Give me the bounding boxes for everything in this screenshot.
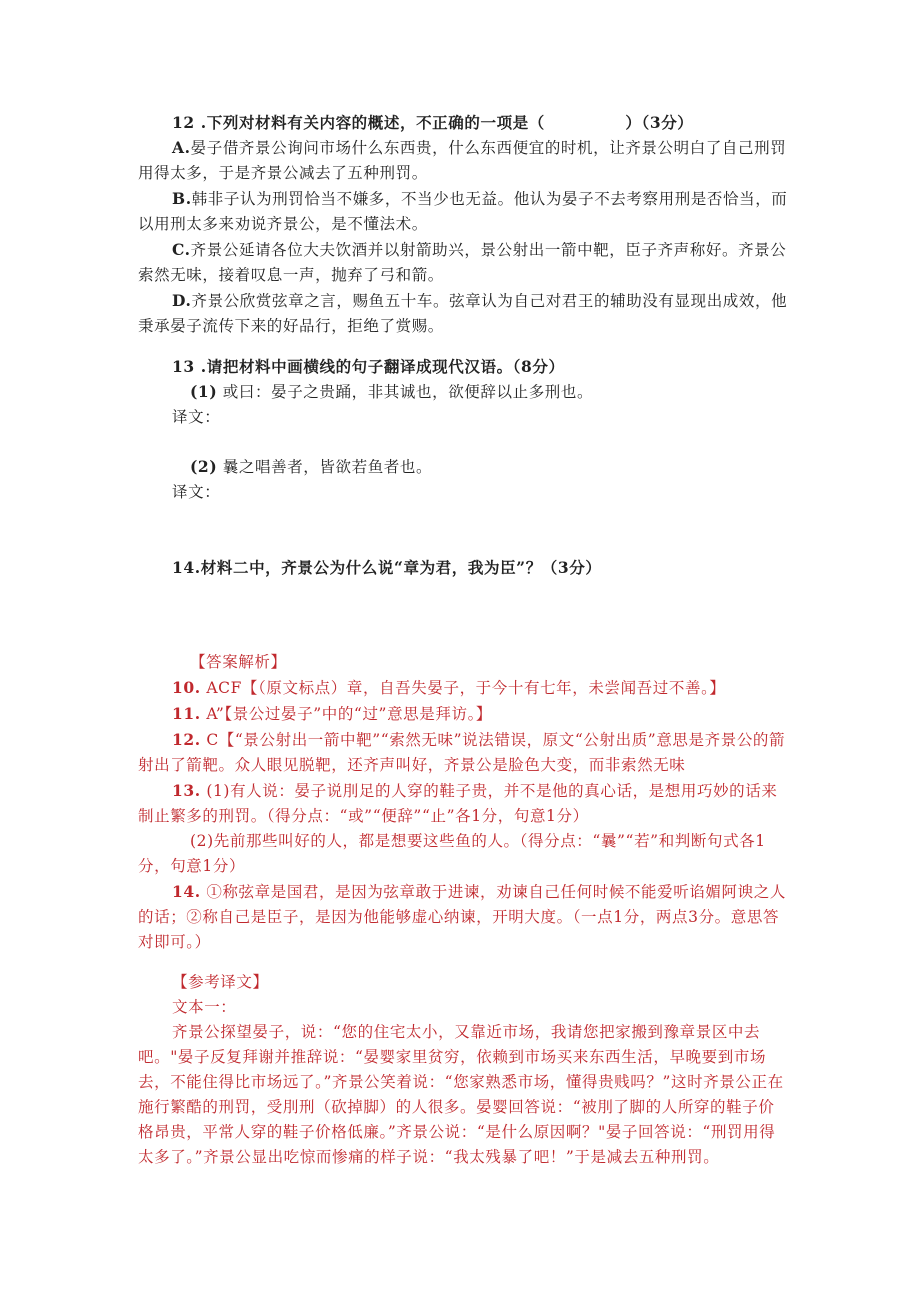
translation-label-1: 译文： xyxy=(172,408,221,426)
translation-subheader: 文本一： xyxy=(172,998,237,1016)
answer-14-text: ①称弦章是国君，是因为弦章敢于进谏，劝谏自己任何时候不能爱听谄媚阿谀之人的话；②称自己是臣子，是因为他能够虚心纳谏，开明大度。（一点1分，两点3分。意思答对即可。） xyxy=(138,883,786,951)
question-14 xyxy=(138,555,788,580)
option-b xyxy=(138,186,788,237)
answer-13-2: (2)先前那些叫好的人，都是想要这些鱼的人。（得分点：“曩”“若”和判断句式各1分，句意1分） xyxy=(138,832,766,875)
answer-13-num: 13. xyxy=(172,781,201,800)
answer-11-num: 11. xyxy=(172,704,201,723)
answer-13-1 xyxy=(138,778,788,829)
answer-12-num: 12. xyxy=(172,730,201,749)
item-1-text: 或曰：晏子之贵踊，非其诚也，欲便辞以止多刑也。 xyxy=(222,383,594,401)
option-b-key: B. xyxy=(172,189,192,208)
option-d xyxy=(138,288,788,339)
question-13 xyxy=(138,354,788,430)
answer-header: 【答案解析】 xyxy=(190,653,287,671)
translation-header: 【参考译文】 xyxy=(172,973,269,991)
answer-10-text: ACF【（原文标点）章，自吾失晏子，于今十有七年，未尝闻吾过不善。】 xyxy=(206,679,726,697)
option-d-text: 齐景公欣赏弦章之言，赐鱼五十车。弦章认为自己对君王的辅助没有显现出成效，他秉承晏子流传下来的好品行，拒绝了赏赐。 xyxy=(138,292,788,335)
question-13-item-2 xyxy=(138,454,788,480)
translation-text: 齐景公探望晏子，说：“您的住宅太小，又靠近市场，我请您把家搬到豫章景区中去吧。"晏子反复拜谢并推辞说：“晏婴家里贫穷，依赖到市场买来东西生活，早晚要到市场去，不能住得比市场远了。”齐景公笑着说：“您家熟悉市场，懂得贵贱吗？”这时齐景公正在施行繁酷的刑罚，受刖刑（砍掉脚）的人很多。晏婴回答说：“被刖了脚的人所穿的鞋子价格昂贵，平常人穿的鞋子价格低廉。”齐景公说：“是什么原因啊？"晏子回答说：“刑罚用得太多了。”齐景公显出吃惊而惨痛的样子说：“我太残暴了吧！”于是减去五种刑罚。 xyxy=(138,1023,784,1166)
item-1-num: (1) xyxy=(190,382,218,401)
answer-13-1-text: (1)有人说：晏子说刖足的人穿的鞋子贵，并不是他的真心话，是想用巧妙的话来制止繁多的刑罚。（得分点：“或”“便辞”“止”各1分，句意1分） xyxy=(138,782,778,825)
answer-section xyxy=(138,650,788,955)
answer-10 xyxy=(138,675,788,701)
option-a xyxy=(138,135,788,186)
item-2-text: 曩之唱善者，皆欲若鱼者也。 xyxy=(222,458,433,476)
answer-10-num: 10. xyxy=(172,678,201,697)
question-13-part-2 xyxy=(138,454,788,505)
answer-12 xyxy=(138,727,788,778)
question-14-stem: 14.材料二中，齐景公为什么说“章为君，我为臣”？（3分） xyxy=(172,558,602,577)
answer-14-num: 14. xyxy=(172,882,201,901)
answer-11-text: A”【景公过晏子”中的“过”意思是拜访。】 xyxy=(206,705,493,723)
option-a-text: 晏子借齐景公询问市场什么东西贵，什么东西便宜的时机，让齐景公明白了自己刑罚用得太多，于是齐景公减去了五种刑罚。 xyxy=(138,139,787,182)
answer-11 xyxy=(138,701,788,727)
item-2-num: (2) xyxy=(190,457,218,476)
question-12 xyxy=(138,110,788,339)
question-13-stem: 13 .请把材料中画横线的句子翻译成现代汉语。（8分） xyxy=(172,357,565,376)
option-c-key: C. xyxy=(172,240,191,259)
answer-14 xyxy=(138,879,788,955)
translation-section xyxy=(138,970,788,1170)
answer-12-text: C【“景公射出一箭中靶”“索然无味”说法错误，原文“公射出质”意思是齐景公的箭射出了箭靶。众人眼见脱靶，还齐声叫好，齐景公是脸色大变，而非索然无味 xyxy=(138,731,786,774)
option-a-key: A. xyxy=(172,138,191,157)
option-b-text: 韩非子认为刑罚恰当不嫌多，不当少也无益。他认为晏子不去考察用刑是否恰当，而以用刑太多来劝说齐景公，是不懂法术。 xyxy=(138,190,788,233)
option-c xyxy=(138,237,788,288)
option-c-text: 齐景公延请各位大夫饮酒并以射箭助兴，景公射出一箭中靶，臣子齐声称好。齐景公索然无味，接着叹息一声，抛弃了弓和箭。 xyxy=(138,241,787,284)
question-12-stem: 12 .下列对材料有关内容的概述，不正确的一项是（ ）（3分） xyxy=(172,113,694,132)
question-13-item-1 xyxy=(138,379,788,405)
option-d-key: D. xyxy=(172,291,192,310)
translation-label-2: 译文： xyxy=(172,483,221,501)
